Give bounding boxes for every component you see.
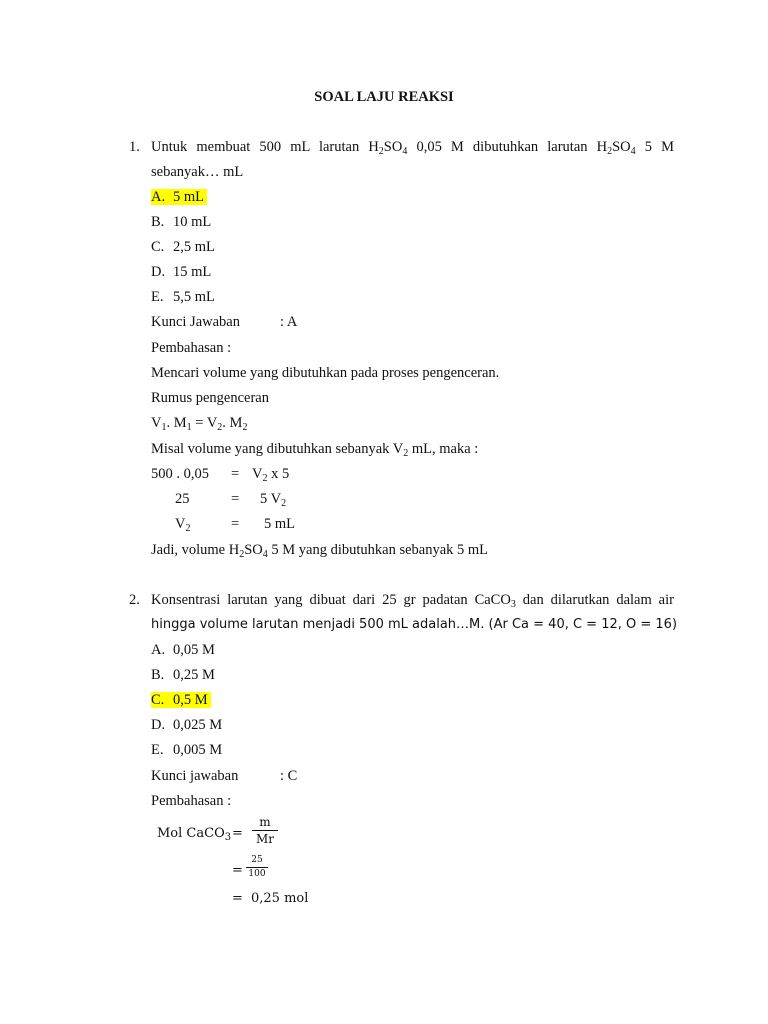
question-2-answer-key-value: : C [280,768,298,784]
calc-row-3-left: $V_2$ [175,516,191,534]
question-1-number: 1. [129,139,140,155]
question-1-stem-line-1: Untuk membuat 500 mL larutan $H_2SO_4$ 0,05 M dibutuhkan larutan $H_2SO_4$ 5 M [151,139,674,157]
question-1-explanation-label: Pembahasan : [151,340,232,356]
question-2-option-c: C. 0,5 M [151,691,211,709]
calc-row-1-left: 500 . 0,05 [151,466,209,482]
calc-row-3-equals: = [231,516,240,532]
calc-row-2-right: 5 $V_2$ [260,491,287,509]
question-1-option-c: C. 2,5 mL [151,239,215,255]
mol-caco3-label: Mol CaCO$_3$ [157,826,232,843]
calc-row-2-equals: = [231,491,240,507]
question-1-explanation-line-3: Misal volume yang dibutuhkan sebanyak $V_2$ mL, maka : [151,441,479,459]
question-2-option-d: D. 0,025 M [151,717,223,733]
fraction-25-over-100 [246,855,268,880]
mol-equals-2: = [232,863,243,878]
fraction-bar [246,867,268,868]
calc-row-2-left: 25 [175,491,190,507]
question-2-answer-key-label: Kunci jawaban [151,768,239,784]
question-1-explanation-line-1: Mencari volume yang dibutuhkan pada proses pengenceran. [151,365,500,381]
question-1-option-d: D. 15 mL [151,264,212,280]
mol-result: 0,25 mol [251,891,309,906]
question-1-option-b: B. 10 mL [151,214,212,230]
question-2-stem-line-1: Konsentrasi larutan yang dibuat dari 25 gr padatan CaCO$_3$ dan dilarutkan dalam air [151,592,674,610]
calc-row-1-equals: = [231,466,240,482]
mol-equals-1: = [232,826,243,841]
fraction-bar [252,830,278,831]
fraction-numerator-25: 25 [251,855,263,865]
question-1-answer-key-value: : A [280,314,298,330]
fraction-numerator-m: m [259,815,271,829]
question-1-conclusion: Jadi, volume $H_2SO_4$ 5 M yang dibutuhkan sebanyak 5 mL [151,542,489,560]
fraction-denominator-mr: Mr [255,832,275,846]
question-1-stem-line-2: sebanyak… mL [151,164,244,180]
question-1-option-e: E. 5,5 mL [151,289,215,305]
question-2-stem-line-2: hingga volume larutan menjadi 500 mL adalah…M. (Ar Ca = 40, C = 12, O = 16) [151,617,678,632]
mol-equals-3: = [232,891,243,906]
question-2-number: 2. [129,592,140,608]
fraction-m-over-mr [252,815,278,846]
question-1-dilution-formula: $V_1$. $M_1 = V_2$. $M_2$ [151,415,248,433]
question-1-option-a: A. 5 mL [151,188,207,206]
page-title: SOAL LAJU REAKSI [314,89,454,105]
calc-row-3-right: 5 mL [264,516,296,532]
question-2-option-b: B. 0,25 M [151,667,215,683]
question-2-explanation-label: Pembahasan : [151,793,232,809]
calc-row-1-right: $V_2$ x 5 [252,466,290,484]
question-1-explanation-line-2: Rumus pengenceran [151,390,269,406]
question-2-option-e: E. 0,005 M [151,742,223,758]
question-1-answer-key-label: Kunci Jawaban [151,314,240,330]
question-2-option-a: A. 0,05 M [151,642,215,658]
fraction-denominator-100: 100 [248,869,266,879]
